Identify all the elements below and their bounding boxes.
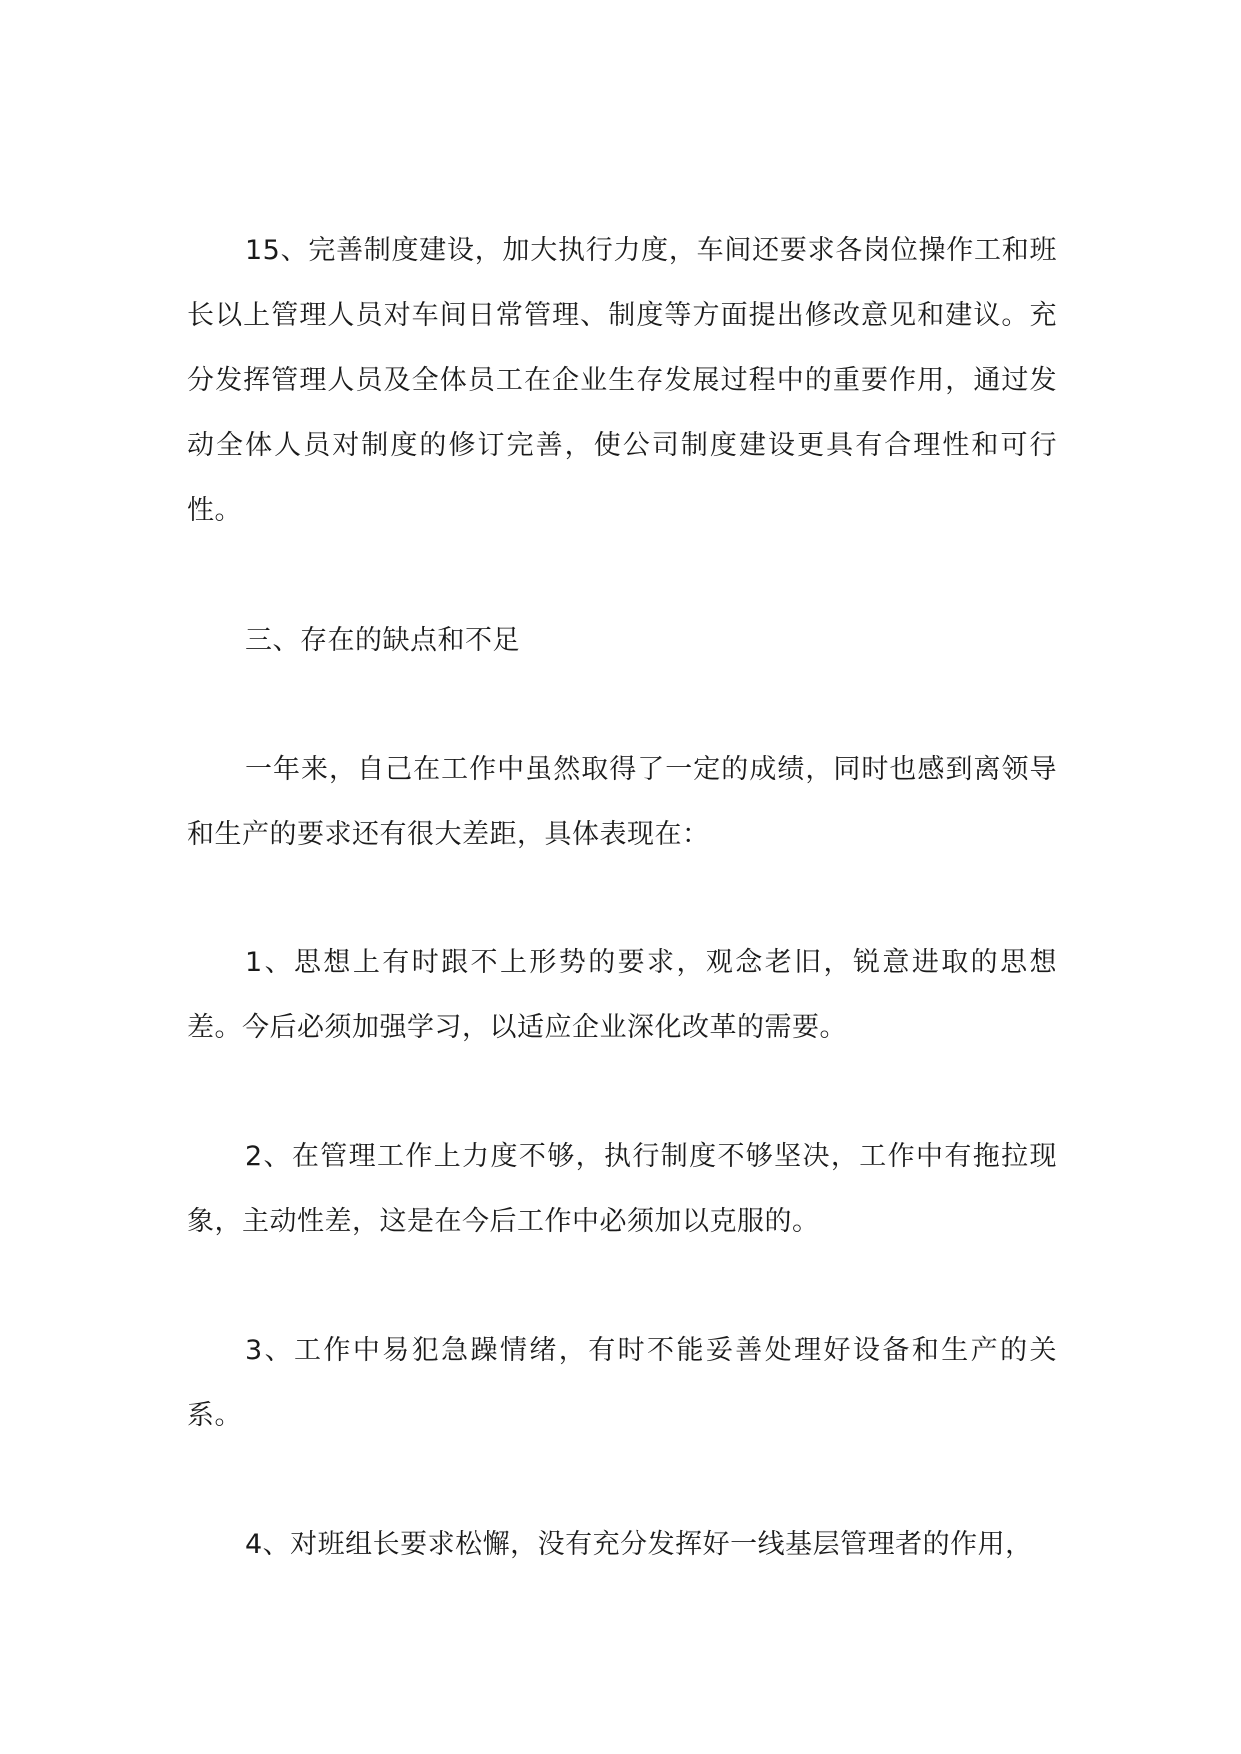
paragraph-intro: 一年来，自己在工作中虽然取得了一定的成绩，同时也感到离领导和生产的要求还有很大差距，具体表现在： — [187, 754, 1057, 850]
paragraph-item-2: 2、在管理工作上力度不够，执行制度不够坚决，工作中有拖拉现象，主动性差，这是在今后工作中必须加以克服的。 — [187, 1141, 1057, 1237]
paragraph-item-1: 1、思想上有时跟不上形势的要求，观念老旧，锐意进取的思想差。今后必须加强学习，以适应企业深化改革的需要。 — [187, 947, 1057, 1043]
section-heading-shortcomings: 三、存在的缺点和不足 — [245, 625, 520, 656]
paragraph-item-15: 15、完善制度建设，加大执行力度，车间还要求各岗位操作工和班长以上管理人员对车间日常管理、制度等方面提出修改意见和建议。充分发挥管理人员及全体员工在企业生存发展过程中的重要作用，通过发动全体人员对制度的修订完善，使公司制度建设更具有合理性和可行性。 — [187, 235, 1057, 526]
paragraph-item-3: 3、工作中易犯急躁情绪，有时不能妥善处理好设备和生产的关系。 — [187, 1335, 1057, 1431]
paragraph-item-4: 4、对班组长要求松懈，没有充分发挥好一线基层管理者的作用， — [245, 1529, 1033, 1560]
